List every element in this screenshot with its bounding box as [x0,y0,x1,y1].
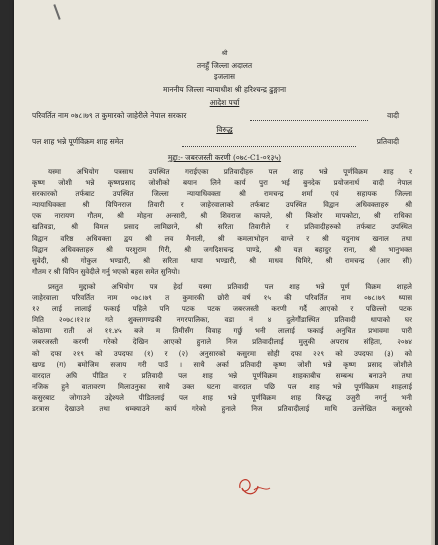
paragraph-line: प्रस्तुत मुद्दाको अभियोग पत्र हेर्दा यस्मा प्रतिवादी पल शाह भन्ने पूर्ण विक्रम शाहले [48,282,412,291]
paragraph-line: जाहेरवाला परिवर्तित नाम ०७८।७९ त कुमारकी छोरी वर्ष १५ की परिवर्तित नाम ०७८।७९ थ्यास [32,293,412,303]
paragraph-line: विद्वान वरिष्ठ अधिवक्ता द्वय श्री लव मैनाली, श्री कमलाभोहन वाग्ले र श्री यदुनाथ खनाल तथा [32,233,412,243]
paragraph-line: यस्मा अभियोग पत्रसाथ उपस्थित गराईएका प्रतिवादीहरु पल शाह भन्ने पूर्णविक्रम शाह र [48,167,412,176]
paragraph-line: डरत्रास देखाउने तथा धम्क्याउने कार्य गरेको हुनाले निज प्रतिवादीलाई माथि उल्लेखित कसुरको [32,404,412,414]
paragraph-2 [32,281,412,414]
paragraph-line: कृष्ण जोशी भन्ने कृष्णप्रसाद जोशीको बयान लिने कार्य पुरा भई बुनदेक प्रयोजनार्थ वादी नेपाल [32,178,412,188]
defendant-role: प्रतिवादी [376,137,399,146]
paragraph-line: गौतम र श्री विपिन सुवेदीले गर्नु भएको बहस समेत सुनियो। [32,266,180,276]
paragraph-line: विद्वान अधिवक्ताहरु श्री परशुराम गिरी, श्री जगदिशचन्द्र पाण्डे, श्री यज्ञ बहादुर राना, श्री भानुभक्त [32,244,412,254]
versus-label: विरुद्ध [216,125,233,134]
red-signature [234,468,274,502]
paragraph-line: वारदात अघि पीडित र प्रतिवादी पल शाह भन्ने पूर्णविक्रम शाहकाबीच सम्बन्ध बनाउने तथा [32,370,412,380]
paragraph-line: को दफा २१९ को उपदफा (१) र (२) अनुसारको कसुरमा सोही दफा २२९ को उपदफा (३) को [32,348,412,358]
pen-mark [53,4,60,20]
plaintiff-role: वादी [387,111,399,120]
paragraph-line: नजिक हुने वातावरण मिलाउनुका साथै उक्त घटना वारदात पछि पल शाह भन्ने पूर्णविक्रम शाहलाई [32,381,412,391]
paragraph-1 [32,166,412,277]
paragraph-line: जबरजस्ती करणी गरेको देखिन आएको हुनाले निज प्रतिवादीलाई मुलुकी अपराध संहिता, २०७४ [32,337,412,347]
paragraph-line: सरकारको तर्फबाट उपस्थित जिल्ला न्यायाधिवक्ता श्री रामचन्द्र शर्मा एवं सहायक जिल्ला [32,189,412,199]
paragraph-line: कसुरबाट जोगाउने उद्देश्यले पीडितलाई पल शाह भन्ने पूर्णविक्रम शाह विरुद्ध उजुरी नगर्नु भनी [32,392,412,402]
plaintiff-dotted-rule [250,120,368,121]
defendant-name: पल शाह भन्ने पूर्णविक्रम शाह समेत [32,137,124,146]
paragraph-line: एक नारायण गौतम, श्री मोहना अन्सारी, श्री शिवराज कापले, श्री किशोर मापकोटा, श्री राधिका [32,211,412,221]
order-title: आदेश पर्चा [209,98,240,107]
case-title: मुद्दा:- जबरजस्ती करणी (०७८-C1-०१३५) [167,153,282,162]
judge-name: माननीय जिल्ला न्यायाधीश श्री हरिश्चन्द्र ढुङ्गाना [162,85,287,94]
paragraph-line: सुवेदी, श्री गोकुल भण्डारी, श्री सरिता थापा भण्डारी, श्री माधव घिमिरे, श्री रामचन्द्र (आर सी) [32,255,412,265]
paragraph-line: खण्ड (ग) बमोजिम सजाय गरी पाउँ । साथै अर्का प्रतिवादी कृष्ण जोशी भन्ने कृष्ण प्रसाद जोशीले [32,359,412,369]
header-shri: श्री [221,50,228,57]
paragraph-line: १२ लाई लालाई फकाई पहिले पनि पटक पटक जबरजस्ती करणी गर्दै आएको र पछिल्लो पटक [32,304,412,314]
court-venue: इजलास [213,72,236,81]
paragraph-line: कोठामा राती अं ११.४५ बजे म तिमीसँग विवाह गर्छु भनी लालाई फकाई अनुचित प्रभावमा पारी [32,326,412,336]
document-page [14,0,435,545]
plaintiff-name: परिवर्तित नाम ०७८।७९ त कुमारको जाहेरीले नेपाल सरकार [32,111,187,120]
paragraph-line: मिति २०७८।१२।४ गते शुक्लागण्डकी नगरपालिका, वडा नं ४ दुलेगौंडास्थित प्रतिवादी धापाको घर [32,315,412,325]
paragraph-line: खतिवडा, श्री विमल प्रसाद लामिछाने, श्री सरिता तिवारीले र प्रतिवादीहरुको तर्फबाट उपस्थित [32,222,412,232]
paragraph-line: न्यायाधिवक्ता श्री विपिनराज तिवारी र जाहेरवालाको तर्फबाट उपस्थित विद्वान अधिवक्ताहरु श्री [32,200,412,210]
court-name: तनहुँ जिल्ला अदालत [196,61,253,70]
defendant-dotted-rule [182,146,356,147]
